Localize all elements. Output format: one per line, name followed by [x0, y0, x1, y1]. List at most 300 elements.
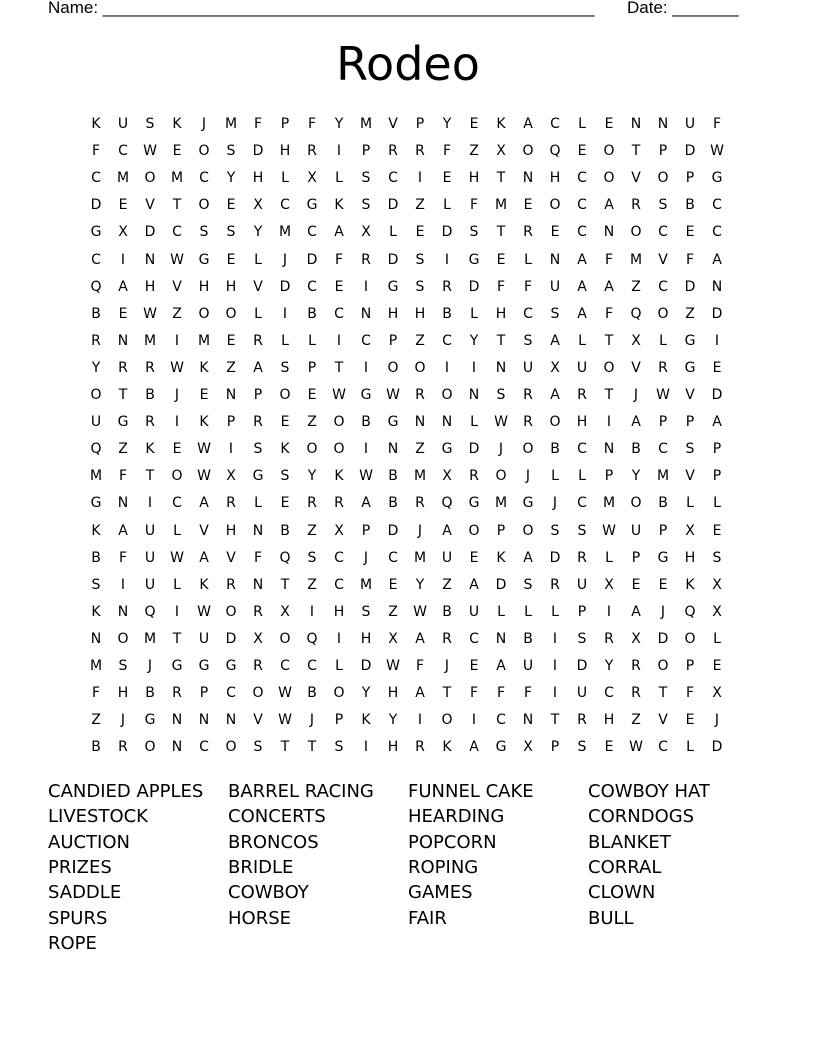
grid-letter: G	[684, 332, 696, 349]
grid-letter: G	[468, 251, 480, 268]
grid-letter: B	[91, 739, 101, 756]
grid-letter: L	[659, 332, 667, 349]
grid-letter: L	[281, 170, 289, 187]
grid-letter: F	[253, 549, 263, 566]
grid-letter: N	[171, 739, 183, 756]
grid-letter: S	[523, 332, 533, 349]
grid-letter: J	[309, 712, 315, 729]
grid-letter: A	[550, 332, 560, 349]
grid-letter: W	[197, 603, 211, 620]
grid-letter: Z	[307, 576, 317, 593]
grid-letter: B	[307, 305, 317, 322]
grid-letter: N	[495, 630, 507, 647]
grid-letter: U	[576, 685, 588, 702]
grid-letter: M	[89, 658, 103, 674]
grid-letter: X	[334, 522, 344, 539]
grid-letter: L	[578, 468, 586, 485]
grid-letter: F	[496, 278, 506, 295]
grid-letter: X	[226, 468, 236, 485]
grid-letter: D	[441, 224, 453, 241]
grid-letter: P	[685, 170, 695, 187]
grid-letter: M	[359, 116, 373, 132]
grid-letter: W	[170, 549, 184, 566]
grid-letter: E	[604, 116, 614, 132]
grid-letter: T	[442, 685, 452, 702]
grid-letter: M	[413, 549, 427, 566]
grid-letter: H	[387, 305, 399, 322]
grid-letter: X	[388, 630, 398, 647]
grid-letter: L	[308, 332, 316, 349]
grid-letter: F	[253, 116, 263, 132]
word-bank-item: CORRAL	[588, 856, 662, 878]
grid-letter: W	[143, 143, 157, 160]
grid-letter: R	[415, 143, 425, 160]
grid-letter: A	[415, 685, 425, 702]
grid-letter: A	[550, 387, 560, 403]
grid-letter: G	[198, 251, 210, 268]
grid-letter: X	[685, 522, 695, 539]
grid-letter: C	[712, 224, 722, 241]
grid-letter: I	[444, 359, 450, 376]
grid-letter: O	[252, 685, 264, 702]
grid-letter: G	[360, 387, 372, 403]
grid-letter: M	[89, 468, 103, 485]
grid-letter: I	[363, 739, 369, 756]
grid-letter: Z	[307, 414, 317, 431]
grid-letter: R	[226, 576, 236, 593]
grid-letter: E	[496, 251, 506, 268]
word-bank-item: ROPING	[408, 856, 479, 878]
grid-letter: X	[253, 630, 263, 647]
grid-letter: I	[471, 359, 477, 376]
grid-letter: I	[147, 495, 153, 512]
grid-letter: E	[712, 658, 722, 674]
grid-letter: D	[387, 251, 399, 268]
grid-letter: S	[550, 522, 560, 539]
grid-letter: C	[388, 170, 398, 187]
grid-letter: A	[469, 576, 479, 593]
grid-letter: C	[334, 576, 344, 593]
grid-letter: Z	[118, 441, 128, 458]
grid-letter: F	[307, 116, 317, 132]
grid-letter: G	[441, 441, 453, 458]
grid-letter: C	[307, 224, 317, 241]
grid-letter: S	[199, 224, 209, 241]
grid-letter: U	[630, 522, 642, 539]
grid-letter: S	[496, 387, 506, 403]
grid-letter: D	[387, 197, 399, 214]
grid-letter: W	[386, 387, 400, 403]
grid-letter: P	[361, 522, 371, 539]
grid-letter: P	[226, 414, 236, 431]
grid-letter: I	[363, 278, 369, 295]
grid-letter: V	[685, 468, 695, 485]
grid-letter: P	[496, 522, 506, 539]
grid-letter: K	[199, 359, 209, 376]
grid-letter: Q	[306, 630, 318, 647]
grid-letter: N	[117, 332, 129, 349]
grid-letter: A	[199, 549, 209, 566]
grid-letter: Z	[172, 305, 182, 322]
word-bank-item: COWBOY HAT	[588, 781, 710, 802]
grid-letter: P	[604, 468, 614, 485]
grid-letter: B	[280, 522, 290, 539]
grid-letter: V	[226, 549, 236, 566]
grid-letter: K	[334, 197, 344, 214]
grid-letter: E	[280, 414, 290, 431]
grid-letter: L	[389, 224, 397, 241]
grid-letter: G	[117, 414, 129, 431]
grid-letter: V	[685, 387, 695, 403]
word-bank-item: CANDIED APPLES	[48, 781, 204, 802]
grid-letter: E	[442, 170, 452, 187]
grid-letter: V	[388, 116, 398, 132]
grid-letter: B	[91, 549, 101, 566]
grid-letter: A	[415, 630, 425, 647]
grid-letter: J	[552, 495, 558, 512]
grid-letter: L	[524, 603, 532, 620]
grid-letter: H	[252, 170, 264, 187]
grid-letter: J	[120, 712, 126, 729]
grid-letter: L	[335, 658, 343, 674]
grid-letter: W	[494, 414, 508, 431]
grid-letter: O	[333, 414, 345, 431]
grid-letter: S	[226, 224, 236, 241]
grid-letter: T	[496, 170, 506, 187]
grid-letter: I	[363, 441, 369, 458]
grid-letter: L	[281, 332, 289, 349]
grid-letter: O	[306, 441, 318, 458]
grid-letter: Y	[334, 116, 344, 132]
grid-letter: K	[685, 576, 695, 593]
grid-letter: F	[496, 685, 506, 702]
grid-letter: A	[442, 522, 452, 539]
grid-letter: Q	[549, 143, 561, 160]
grid-letter: X	[712, 603, 722, 620]
grid-letter: D	[279, 278, 291, 295]
grid-letter: Y	[253, 224, 263, 241]
grid-letter: H	[117, 685, 129, 702]
grid-letter: X	[307, 170, 317, 187]
grid-letter: R	[658, 359, 668, 376]
grid-letter: X	[361, 224, 371, 241]
grid-letter: K	[199, 576, 209, 593]
grid-letter: M	[224, 116, 238, 132]
grid-letter: J	[633, 387, 639, 403]
grid-letter: F	[442, 143, 452, 160]
grid-letter: S	[118, 658, 128, 674]
grid-letter: E	[118, 305, 128, 322]
grid-letter: C	[226, 685, 236, 702]
grid-letter: R	[415, 387, 425, 403]
grid-letter: Q	[684, 603, 696, 620]
grid-letter: D	[711, 305, 723, 322]
grid-letter: O	[333, 685, 345, 702]
grid-letter: D	[495, 576, 507, 593]
header-fields	[48, 0, 739, 18]
grid-letter: O	[495, 468, 507, 485]
word-bank-item: SPURS	[48, 907, 108, 929]
grid-letter: E	[685, 224, 695, 241]
grid-letter: V	[658, 712, 668, 729]
grid-letter: Y	[415, 576, 425, 593]
grid-letter: O	[333, 441, 345, 458]
grid-letter: B	[145, 685, 155, 702]
grid-letter: A	[712, 251, 722, 268]
grid-letter: F	[685, 685, 695, 702]
grid-letter: K	[91, 603, 101, 620]
grid-letter: I	[444, 251, 450, 268]
grid-letter: Z	[415, 197, 425, 214]
grid-letter: R	[253, 603, 263, 620]
grid-letter: E	[604, 739, 614, 756]
grid-letter: O	[144, 739, 156, 756]
grid-letter: D	[711, 387, 723, 403]
grid-letter: E	[658, 576, 668, 593]
grid-letter: R	[226, 495, 236, 512]
grid-letter: N	[468, 387, 480, 403]
grid-letter: K	[496, 549, 506, 566]
grid-letter: E	[415, 224, 425, 241]
grid-letter: A	[631, 603, 641, 620]
grid-letter: Y	[388, 712, 398, 729]
grid-letter: P	[658, 522, 668, 539]
grid-letter: S	[253, 441, 263, 458]
grid-letter: U	[576, 359, 588, 376]
grid-letter: I	[552, 630, 558, 647]
grid-letter: G	[711, 170, 723, 187]
grid-letter: P	[685, 658, 695, 674]
grid-letter: S	[685, 441, 695, 458]
grid-letter: O	[387, 359, 399, 376]
grid-letter: H	[387, 739, 399, 756]
grid-letter: V	[172, 278, 182, 295]
word-bank-item: GAMES	[408, 882, 473, 904]
grid-letter: O	[414, 359, 426, 376]
grid-letter: L	[686, 739, 694, 756]
grid-letter: O	[630, 495, 642, 512]
grid-letter: P	[712, 468, 722, 485]
grid-letter: A	[604, 278, 614, 295]
grid-letter: Y	[631, 468, 641, 485]
grid-letter: W	[170, 251, 184, 268]
grid-letter: H	[198, 278, 210, 295]
grid-letter: T	[307, 739, 317, 756]
grid-letter: J	[174, 387, 180, 403]
grid-letter: H	[684, 549, 696, 566]
grid-letter: T	[172, 197, 182, 214]
grid-letter: Y	[307, 468, 317, 485]
grid-letter: U	[522, 359, 534, 376]
grid-letter: X	[712, 685, 722, 702]
grid-letter: K	[145, 441, 155, 458]
grid-letter: B	[145, 387, 155, 403]
grid-letter: H	[225, 278, 237, 295]
grid-letter: R	[523, 224, 533, 241]
grid-letter: F	[523, 278, 533, 295]
grid-letter: O	[90, 387, 102, 403]
grid-letter: O	[144, 170, 156, 187]
grid-letter: X	[523, 739, 533, 756]
grid-letter: M	[602, 495, 616, 512]
grid-letter: V	[253, 712, 263, 729]
grid-letter: M	[143, 630, 157, 647]
grid-letter: C	[442, 332, 452, 349]
date-field: Date: _______	[627, 0, 739, 17]
grid-letter: L	[254, 305, 262, 322]
grid-letter: C	[577, 170, 587, 187]
grid-letter: R	[523, 414, 533, 431]
grid-letter: U	[441, 549, 453, 566]
word-bank-item: AUCTION	[48, 831, 130, 853]
grid-letter: C	[523, 305, 533, 322]
grid-letter: K	[91, 522, 101, 539]
grid-letter: N	[657, 116, 669, 132]
grid-letter: L	[524, 251, 532, 268]
word-bank-item: BRONCOS	[228, 831, 319, 853]
grid-letter: L	[713, 630, 721, 647]
grid-letter: O	[603, 143, 615, 160]
grid-letter: X	[631, 332, 641, 349]
grid-letter: C	[550, 116, 560, 132]
word-bank-item: BULL	[588, 907, 634, 929]
grid-letter: E	[118, 197, 128, 214]
grid-letter: W	[386, 658, 400, 674]
word-bank-item: FAIR	[408, 907, 447, 929]
word-bank-item: HORSE	[228, 907, 292, 929]
grid-letter: R	[172, 685, 182, 702]
grid-letter: L	[605, 549, 613, 566]
grid-letter: C	[334, 549, 344, 566]
grid-letter: E	[280, 495, 290, 512]
grid-letter: N	[90, 630, 102, 647]
grid-letter: P	[415, 116, 425, 132]
grid-letter: R	[118, 359, 128, 376]
grid-letter: X	[118, 224, 128, 241]
grid-letter: A	[253, 359, 263, 376]
grid-letter: D	[90, 197, 102, 214]
grid-letter: F	[604, 251, 614, 268]
grid-letter: O	[657, 305, 669, 322]
grid-letter: P	[658, 143, 668, 160]
grid-letter: K	[91, 116, 101, 132]
name-field: Name: ____________________________________________________	[48, 0, 595, 17]
grid-letter: G	[657, 549, 669, 566]
grid-letter: O	[279, 387, 291, 403]
grid-letter: G	[495, 739, 507, 756]
grid-letter: A	[361, 495, 371, 512]
grid-letter: I	[120, 576, 126, 593]
grid-letter: G	[144, 712, 156, 729]
word-bank-item: SADDLE	[48, 882, 122, 904]
grid-letter: C	[118, 143, 128, 160]
grid-letter: B	[307, 685, 317, 702]
grid-letter: O	[657, 170, 669, 187]
grid-letter: M	[116, 170, 130, 187]
grid-letter: P	[307, 359, 317, 376]
grid-letter: B	[685, 197, 695, 214]
grid-letter: A	[604, 197, 614, 214]
grid-letter: A	[577, 251, 587, 268]
grid-letter: A	[631, 414, 641, 431]
grid-letter: H	[468, 170, 480, 187]
grid-letter: O	[441, 387, 453, 403]
grid-letter: N	[414, 414, 426, 431]
grid-letter: L	[254, 251, 262, 268]
grid-letter: H	[603, 712, 615, 729]
grid-letter: R	[307, 495, 317, 512]
grid-letter: D	[468, 441, 480, 458]
grid-letter: Q	[441, 495, 453, 512]
grid-letter: O	[630, 224, 642, 241]
grid-letter: Z	[91, 712, 101, 729]
grid-letter: R	[388, 143, 398, 160]
grid-letter: I	[552, 685, 558, 702]
grid-letter: V	[253, 278, 263, 295]
grid-letter: W	[656, 387, 670, 403]
grid-letter: S	[361, 170, 371, 187]
word-bank-item: BRIDLE	[228, 856, 294, 878]
grid-letter: O	[225, 603, 237, 620]
grid-letter: J	[525, 468, 531, 485]
grid-letter: R	[253, 658, 263, 674]
grid-letter: R	[91, 332, 101, 349]
grid-letter: N	[522, 170, 534, 187]
grid-letter: Q	[279, 549, 291, 566]
grid-letter: M	[629, 251, 643, 268]
grid-letter: U	[117, 116, 129, 132]
grid-letter: P	[199, 685, 209, 702]
grid-letter: I	[282, 305, 288, 322]
grid-letter: V	[631, 170, 641, 187]
grid-letter: N	[441, 414, 453, 431]
grid-letter: O	[549, 414, 561, 431]
grid-letter: T	[604, 332, 614, 349]
grid-letter: J	[147, 658, 153, 674]
grid-letter: J	[498, 441, 504, 458]
grid-letter: Z	[307, 522, 317, 539]
grid-letter: C	[172, 495, 182, 512]
grid-letter: D	[576, 658, 588, 674]
grid-letter: G	[198, 658, 210, 674]
grid-letter: L	[713, 495, 721, 512]
grid-letter: M	[494, 197, 508, 214]
grid-letter: G	[171, 658, 183, 674]
grid-letter: I	[363, 359, 369, 376]
grid-letter: G	[522, 495, 534, 512]
grid-letter: L	[470, 414, 478, 431]
grid-letter: U	[576, 576, 588, 593]
grid-letter: H	[225, 522, 237, 539]
grid-letter: P	[685, 414, 695, 431]
grid-letter: K	[496, 116, 506, 132]
grid-letter: N	[171, 712, 183, 729]
grid-letter: C	[469, 630, 479, 647]
grid-letter: O	[198, 143, 210, 160]
grid-letter: K	[442, 739, 452, 756]
grid-letter: R	[145, 414, 155, 431]
grid-letter: C	[307, 278, 317, 295]
grid-letter: O	[657, 658, 669, 674]
grid-letter: H	[549, 170, 561, 187]
grid-letter: Z	[415, 441, 425, 458]
grid-letter: B	[658, 495, 668, 512]
grid-letter: A	[712, 414, 722, 431]
grid-letter: E	[469, 549, 479, 566]
grid-letter: R	[118, 739, 128, 756]
grid-letter: E	[523, 197, 533, 214]
grid-letter: O	[603, 359, 615, 376]
